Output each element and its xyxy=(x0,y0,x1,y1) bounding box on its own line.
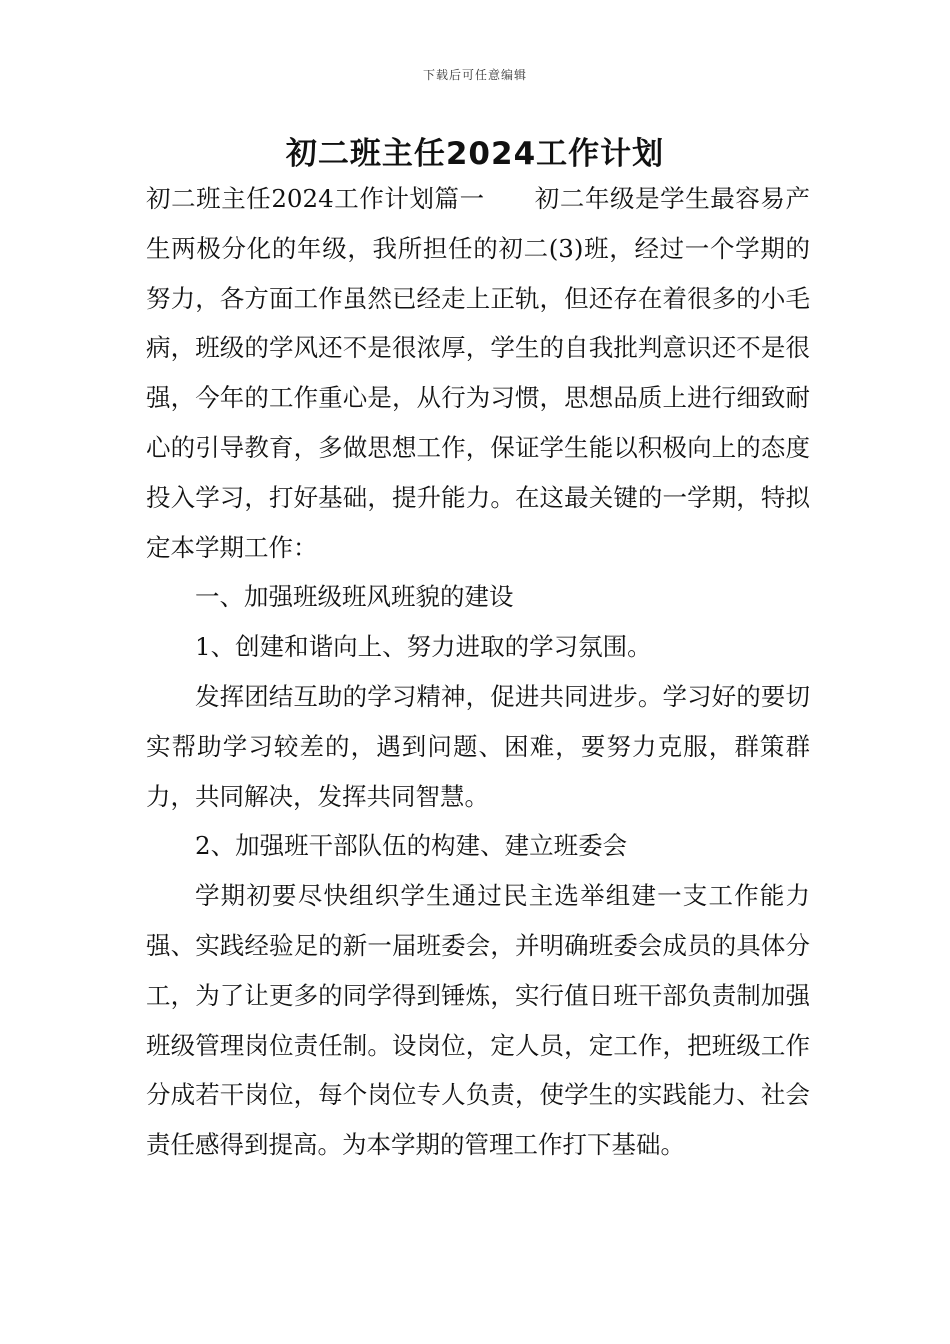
header-note: 下载后可任意编辑 xyxy=(422,68,527,82)
subheading-2: 2、加强班干部队伍的构建、建立班委会 xyxy=(195,831,628,861)
section-heading-1: 一、加强班级班风班貌的建设 xyxy=(195,582,514,612)
paragraph-intro: 初二班主任2024工作计划篇一 初二年级是学生最容易产生两极分化的年级，我所担任的初二(3)班，经过一个学期的努力，各方面工作虽然已经走上正轨，但还存在着很多的小毛病，班级的学风还不是很浓厚，学生的自我批判意识还不是很强，今年的工作重心是，从行为习惯，思想品质上进行细致耐心的引导教育，多做思想工作，保证学生能以积极向上的态度投入学习，打好基础，提升能力。在这最关键的一学期，特拟定本学期工作： xyxy=(146,184,810,562)
paragraph-cooperation: 发挥团结互助的学习精神，促进共同进步。学习好的要切实帮助学习较差的，遇到问题、困难，要努力克服，群策群力，共同解决，发挥共同智慧。 xyxy=(146,681,810,811)
document-title: 初二班主任2024工作计划 xyxy=(285,136,665,172)
document-body xyxy=(146,174,810,1170)
subheading-1: 1、创建和谐向上、努力进取的学习氛围。 xyxy=(195,632,652,662)
paragraph-class-committee: 学期初要尽快组织学生通过民主选举组建一支工作能力强、实践经验足的新一届班委会，并明确班委会成员的具体分工，为了让更多的同学得到锤炼，实行值日班干部负责制加强班级管理岗位责任制。设岗位，定人员，定工作，把班级工作分成若干岗位，每个岗位专人负责，使学生的实践能力、社会责任感得到提高。为本学期的管理工作打下基础。 xyxy=(146,881,810,1160)
